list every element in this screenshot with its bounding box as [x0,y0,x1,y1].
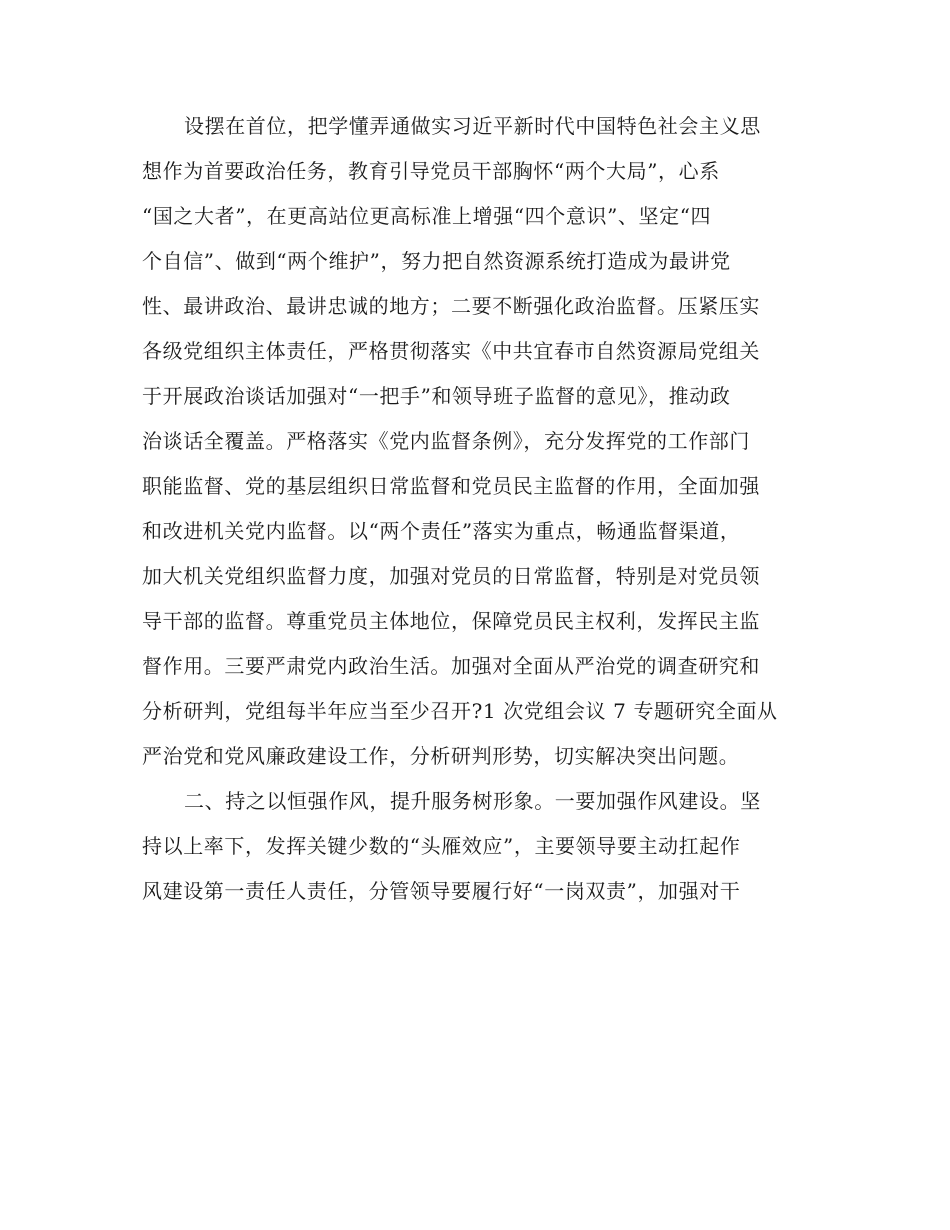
text-line: 加大机关党组织监督力度，加强对党员的日常监督，特别是对党员领 [142,564,760,588]
text-line: 个自信”、做到“两个维护”，努力把自然资源系统打造成为最讲党 [142,249,731,273]
text-line: 和改进机关党内监督。以“两个责任”落实为重点，畅通监督渠道， [142,519,741,543]
text-line: 风建设第一责任人责任，分管领导要履行好“一岗双责”，加强对干 [142,879,741,903]
text-line: 严治党和党风廉政建设工作，分析研判形势，切实解决突出问题。 [142,744,740,768]
text-line: 想作为首要政治任务，教育引导党员干部胸怀“两个大局”，心系 [142,159,720,183]
text-line: 性、最讲政治、最讲忠诚的地方；二要不断强化政治监督。压紧压实 [142,294,760,318]
text-line: 职能监督、党的基层组织日常监督和党员民主监督的作用，全面加强 [142,474,760,498]
text-line: 设摆在首位，把学懂弄通做实习近平新时代中国特色社会主义思 [184,114,761,138]
text-line: 各级党组织主体责任，严格贯彻落实《中共宜春市自然资源局党组关 [142,339,760,363]
text-line: 治谈话全覆盖。严格落实《党内监督条例》，充分发挥党的工作部门 [142,429,750,453]
text-line: 于开展政治谈话加强对“一把手”和领导班子监督的意见》，推动政 [142,384,731,408]
text-line: 分析研判，党组每半年应当至少召开?1 次党组会议 7 专题研究全面从 [142,699,778,723]
text-line: 二、持之以恒强作风，提升服务树形象。一要加强作风建设。坚 [184,789,761,813]
text-line: 导干部的监督。尊重党员主体地位，保障党员民主权利，发挥民主监 [142,609,760,633]
text-line: “国之大者”，在更高站位更高标准上增强“四个意识”、坚定“四 [142,204,712,228]
text-line: 持以上率下，发挥关键少数的“头雁效应”，主要领导要主动扛起作 [142,834,741,858]
text-line: 督作用。三要严肃党内政治生活。加强对全面从严治党的调查研究和 [142,654,760,678]
